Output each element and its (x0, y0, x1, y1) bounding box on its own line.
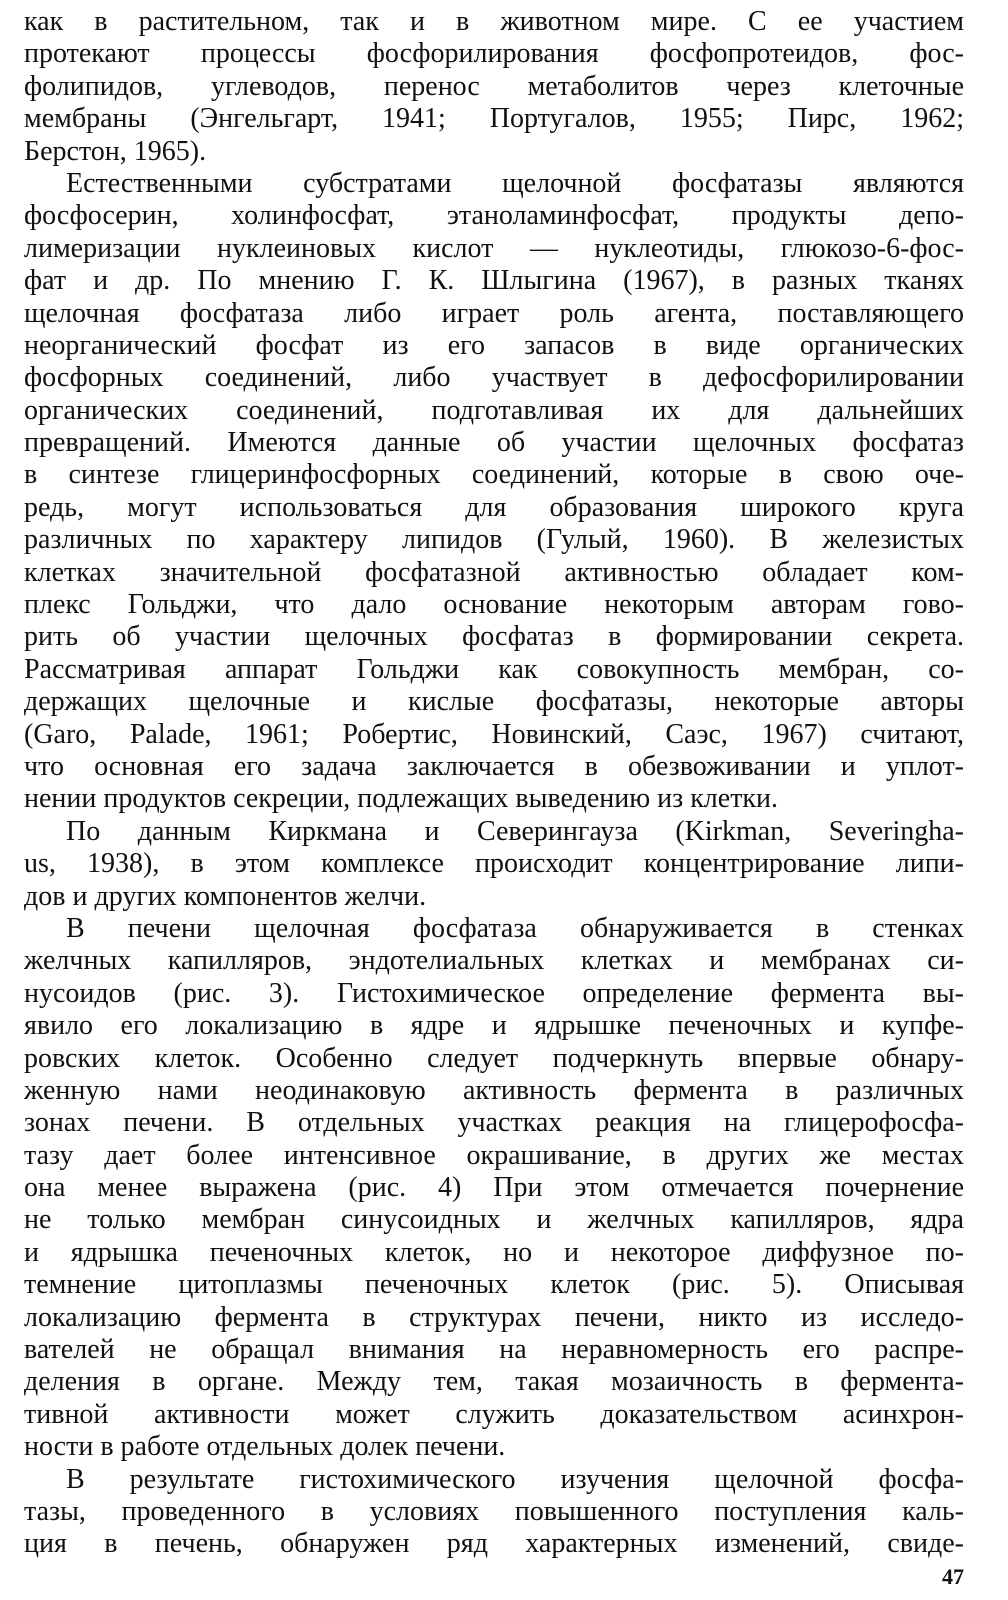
paragraph (24, 1464, 964, 1561)
text-line: тазы, проведенного в условиях повышенного поступления каль- (24, 1495, 964, 1527)
text-line: не только мембран синусоидных и желчных капилляров, ядра (24, 1204, 964, 1236)
text-line: ности в работе отдельных долек печени. (24, 1431, 506, 1463)
text-line: желчных капилляров, эндотелиальных клетках и мембранах си- (24, 945, 964, 977)
text-line: тазу дает более интенсивное окрашивание, в других же местах (24, 1139, 964, 1171)
text-line: дов и других компонентов желчи. (24, 880, 427, 912)
page-number: 47 (942, 1564, 964, 1589)
text-line: явило его локализацию в ядре и ядрышке печеночных и купфе- (24, 1010, 964, 1042)
text-line: органических соединений, подготавливая их для дальнейших (24, 394, 964, 426)
text-line: щелочная фосфатаза либо играет роль агента, поставляющего (24, 297, 964, 329)
text-line: женную нами неодинаковую активность фермента в различных (24, 1074, 964, 1106)
paragraph (24, 168, 964, 816)
paragraph (24, 6, 964, 168)
text-line: us, 1938), в этом комплексе происходит концентрирование липи- (24, 848, 964, 880)
text-line: По данным Киркмана и Северингауза (Kirkman, Severingha- (66, 815, 964, 847)
text-line: неорганический фосфат из его запасов в виде органических (24, 329, 964, 361)
text-line: клетках значительной фосфатазной активностью обладает ком- (24, 556, 964, 588)
text-line: В печени щелочная фосфатаза обнаруживается в стенках (66, 912, 964, 944)
text-line: фат и др. По мнению Г. К. Шлыгина (1967), в разных тканях (24, 265, 964, 297)
text-line: фосфосерин, холинфосфат, этаноламинфосфат, продукты депо- (24, 200, 964, 232)
text-line: В результате гистохимического изучения щелочной фосфа- (66, 1463, 964, 1495)
text-line: темнение цитоплазмы печеночных клеток (рис. 5). Описывая (24, 1269, 964, 1301)
text-line: Естественными субстратами щелочной фосфатазы являются (66, 167, 964, 199)
text-line: тивной активности может служить доказательством асинхрон- (24, 1398, 964, 1430)
text-line: нении продуктов секреции, подлежащих выведению из клетки. (24, 783, 779, 815)
text-line: рить об участии щелочных фосфатаз в формировании секрета. (24, 621, 964, 653)
text-line: ровских клеток. Особенно следует подчеркнуть впервые обнару- (24, 1042, 964, 1074)
text-line: и ядрышка печеночных клеток, но и некоторое диффузное по- (24, 1236, 964, 1268)
text-line: превращений. Имеются данные об участии щелочных фосфатаз (24, 427, 964, 459)
text-line: Рассматривая аппарат Гольджи как совокупность мембран, со- (24, 653, 964, 685)
text-line: деления в органе. Между тем, такая мозаичность в фермента- (24, 1366, 964, 1398)
text-line: фолипидов, углеводов, перенос метаболитов через клеточные (24, 70, 964, 102)
text-line: Берстон, 1965). (24, 135, 207, 167)
text-line: ция в печень, обнаружен ряд характерных изменений, свиде- (24, 1528, 964, 1560)
paragraph (24, 913, 964, 1464)
text-line: протекают процессы фосфорилирования фосфопротеидов, фос- (24, 38, 964, 70)
document-page (24, 6, 964, 1561)
text-line: различных по характеру липидов (Гулый, 1960). В железистых (24, 524, 964, 556)
text-line: плекс Гольджи, что дало основание некоторым авторам гово- (24, 589, 964, 621)
text-line: (Garo, Palade, 1961; Робертис, Новинский, Саэс, 1967) считают, (24, 718, 964, 750)
text-line: что основная его задача заключается в обезвоживании и уплот- (24, 750, 964, 782)
text-line: вателей не обращал внимания на неравномерность его распре- (24, 1334, 964, 1366)
paragraph (24, 816, 964, 913)
text-line: фосфорных соединений, либо участвует в дефосфорилировании (24, 362, 964, 394)
text-line: как в растительном, так и в животном мире. С ее участием (24, 6, 964, 37)
text-line: лимеризации нуклеиновых кислот — нуклеотиды, глюкозо-6-фос- (24, 232, 964, 264)
text-line: держащих щелочные и кислые фосфатазы, некоторые авторы (24, 686, 964, 718)
text-line: в синтезе глицеринфосфорных соединений, которые в свою оче- (24, 459, 964, 491)
text-line: зонах печени. В отдельных участках реакция на глицерофосфа- (24, 1107, 964, 1139)
text-line: мембраны (Энгельгарт, 1941; Португалов, 1955; Пирс, 1962; (24, 103, 964, 135)
text-line: редь, могут использоваться для образования широкого круга (24, 491, 964, 523)
text-line: нусоидов (рис. 3). Гистохимическое определение фермента вы- (24, 977, 964, 1009)
text-line: она менее выражена (рис. 4) При этом отмечается почернение (24, 1172, 964, 1204)
text-line: локализацию фермента в структурах печени, никто из исследо- (24, 1301, 964, 1333)
